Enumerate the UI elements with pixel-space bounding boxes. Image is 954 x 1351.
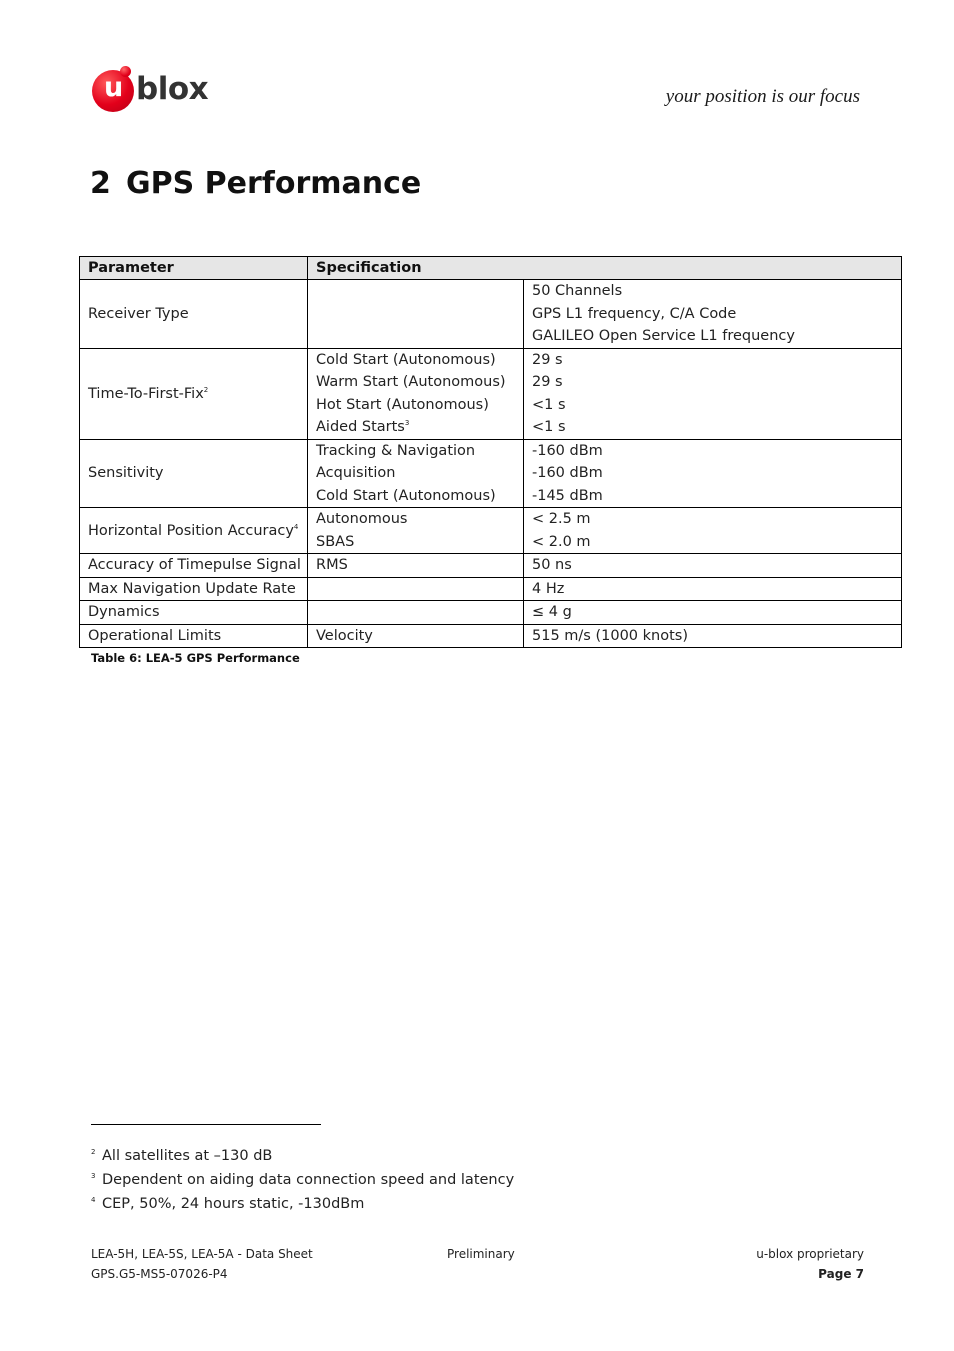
condition-line (316, 601, 523, 624)
footnote-mark: 2 (91, 1148, 96, 1156)
table-row (80, 601, 902, 625)
condition-line (316, 508, 523, 531)
value-line: 29 s (532, 374, 563, 390)
condition-label: Acquisition (316, 465, 396, 481)
footnotes (91, 1140, 514, 1212)
table-row (80, 280, 902, 349)
parameter-label: Horizontal Position Accuracy (88, 522, 294, 539)
parameter-cell (80, 601, 308, 625)
footer-left (91, 1244, 313, 1284)
table-caption: Table 6: LEA-5 GPS Performance (91, 651, 300, 665)
condition-cell (308, 280, 524, 349)
table-row (80, 554, 902, 578)
condition-label: Autonomous (316, 511, 408, 527)
parameter-cell (80, 554, 308, 578)
section-title: GPS Performance (126, 166, 422, 201)
footnote-text: CEP, 50%, 24 hours static, -130dBm (102, 1195, 365, 1212)
footnote-ref: 4 (293, 522, 299, 531)
condition-cell (308, 439, 524, 508)
footnote-mark: 3 (91, 1172, 96, 1180)
value-line: -145 dBm (532, 487, 603, 504)
logo-letter-u: u (104, 72, 124, 103)
footer-doc-id: GPS.G5-MS5-07026-P4 (91, 1267, 228, 1281)
value-cell (524, 280, 902, 349)
condition-line (316, 462, 523, 485)
value-line: < 2.5 m (532, 511, 591, 527)
table-body (80, 280, 902, 648)
condition-line (316, 325, 523, 348)
condition-line (316, 394, 523, 417)
parameter-cell (80, 348, 308, 439)
value-cell (524, 577, 902, 601)
footer-page-number: Page 7 (818, 1267, 864, 1281)
parameter-label: Receiver Type (88, 305, 189, 322)
condition-line (316, 303, 523, 326)
footnote-text: Dependent on aiding data connection speed and latency (102, 1171, 515, 1188)
value-cell (524, 508, 902, 554)
condition-label: Velocity (316, 627, 373, 644)
value-line: <1 s (532, 419, 566, 435)
condition-line (316, 531, 523, 554)
footer-doc-title: LEA-5H, LEA-5S, LEA-5A - Data Sheet (91, 1247, 313, 1261)
condition-line (316, 280, 523, 303)
header-parameter: Parameter (80, 257, 308, 280)
table-row (80, 508, 902, 554)
condition-label: Hot Start (Autonomous) (316, 396, 489, 413)
value-line: GALILEO Open Service L1 frequency (532, 328, 795, 344)
parameter-cell (80, 280, 308, 349)
condition-line (316, 440, 523, 463)
header-specification: Specification (308, 257, 902, 280)
condition-label: Cold Start (Autonomous) (316, 351, 496, 368)
condition-label: Tracking & Navigation (316, 442, 476, 459)
parameter-cell (80, 439, 308, 508)
parameter-label: Accuracy of Timepulse Signal (88, 557, 301, 574)
parameter-label: Time-To-First-Fix (88, 385, 204, 402)
table-row (80, 624, 902, 648)
condition-cell (308, 624, 524, 648)
value-line: -160 dBm (532, 442, 603, 459)
footnote (91, 1164, 514, 1188)
condition-line (316, 578, 523, 601)
parameter-label: Operational Limits (88, 627, 222, 644)
condition-cell (308, 601, 524, 625)
value-line: <1 s (532, 396, 566, 413)
footnote-text: All satellites at –130 dB (102, 1147, 273, 1164)
parameter-label: Sensitivity (88, 465, 164, 482)
condition-label: Warm Start (Autonomous) (316, 374, 506, 390)
parameter-cell (80, 624, 308, 648)
value-line: 50 ns (532, 557, 572, 573)
value-cell (524, 601, 902, 625)
footnote-separator (91, 1124, 321, 1125)
footnote-mark: 4 (91, 1196, 96, 1204)
section-number: 2 (90, 166, 111, 201)
condition-line (316, 416, 523, 439)
table-header-row (80, 257, 902, 280)
value-cell (524, 554, 902, 578)
table-row (80, 439, 902, 508)
parameter-cell (80, 577, 308, 601)
parameter-label: Dynamics (88, 604, 160, 621)
value-cell (524, 348, 902, 439)
parameter-label: Max Navigation Update Rate (88, 580, 296, 597)
condition-cell (308, 577, 524, 601)
footnote (91, 1140, 514, 1164)
value-line: 4 Hz (532, 580, 565, 597)
condition-line (316, 485, 523, 508)
condition-cell (308, 508, 524, 554)
table-row (80, 348, 902, 439)
value-line: 50 Channels (532, 283, 623, 299)
footer-ownership: u-blox proprietary (756, 1247, 864, 1261)
section-heading (90, 166, 421, 201)
footer-right (756, 1244, 864, 1284)
condition-label: Aided Starts (316, 419, 405, 435)
condition-label: Cold Start (Autonomous) (316, 487, 496, 504)
tagline: your position is our focus (665, 86, 860, 107)
value-line: -160 dBm (532, 465, 603, 481)
condition-label: SBAS (316, 533, 355, 550)
footnote-ref: 3 (404, 419, 410, 428)
condition-line (316, 371, 523, 394)
table-row (80, 577, 902, 601)
value-cell (524, 439, 902, 508)
ublox-logo (92, 66, 217, 116)
gps-performance-table (79, 256, 902, 648)
value-line: 29 s (532, 351, 563, 368)
footnote (91, 1188, 514, 1212)
value-line: < 2.0 m (532, 533, 591, 550)
value-line: 515 m/s (1000 knots) (532, 627, 688, 644)
condition-line (316, 349, 523, 372)
value-line: ≤ 4 g (532, 604, 572, 620)
footnote-ref: 2 (203, 385, 209, 394)
condition-line (316, 625, 523, 648)
parameter-cell (80, 508, 308, 554)
condition-cell (308, 348, 524, 439)
value-cell (524, 624, 902, 648)
footer-status: Preliminary (447, 1247, 515, 1261)
condition-cell (308, 554, 524, 578)
value-line: GPS L1 frequency, C/A Code (532, 305, 737, 322)
logo-wordmark: blox (136, 71, 209, 107)
condition-label: RMS (316, 557, 348, 573)
condition-line (316, 554, 523, 577)
